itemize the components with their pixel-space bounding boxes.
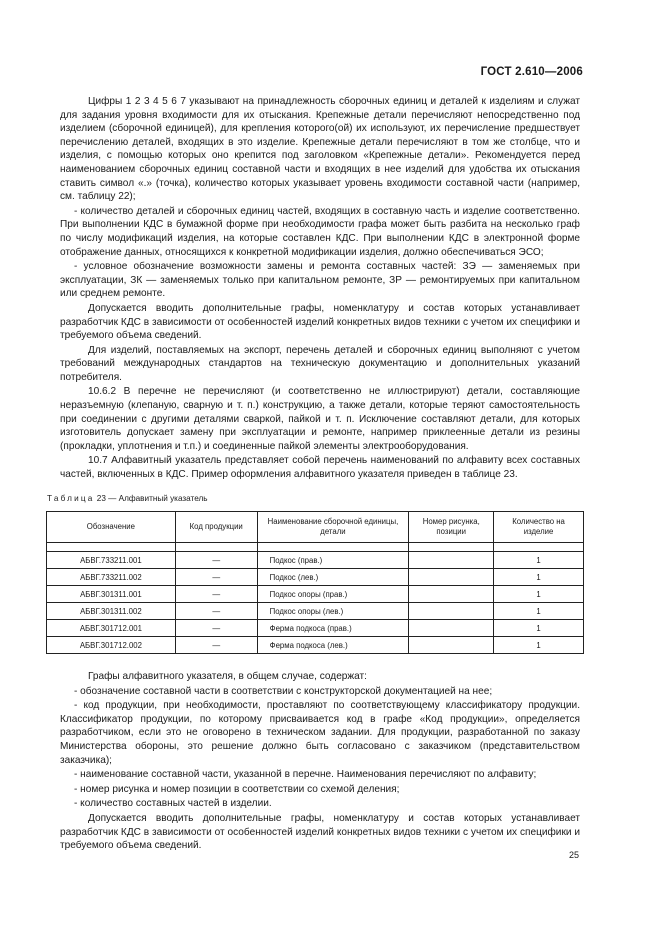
paragraph-quantity: - количество деталей и сборочных единиц частей, входящих в составную часть и изделие соответственно. При выполнении КДС в бумажной форме при необходимости графа может быть разбита на несколько граф по числу модификаций изделия, на которые составлен КДС. При выполнении КДС в электронной форме отображение данных, относящихся к конкретной модификации изделия, должно обеспечиваться ЭСО; [60,205,580,258]
cell-figure [409,569,494,586]
paragraph-10-7: 10.7 Алфавитный указатель представляет собой перечень наименований по алфавиту всех составных частей, включенных в КДС. Пример оформления алфавитного указателя приведен в таблице 23. [60,455,580,481]
cell-name: Ферма подкоса (прав.) [257,620,409,637]
paragraph-index-columns-intro: Графы алфавитного указателя, в общем случае, содержат: [88,671,367,682]
cell-designation: АБВГ.733211.002 [47,569,176,586]
cell-code: — [175,620,257,637]
cell-quantity: 1 [494,569,584,586]
table-row [47,569,584,586]
body-text-top [60,95,580,482]
page-number: 25 [568,850,579,860]
cell-designation: АБВГ.301712.001 [47,620,176,637]
table-row [47,552,584,569]
table-caption-title: 23 — Алфавитный указатель [94,494,208,503]
alphabetical-index-table [46,511,584,654]
header-quantity: Количество на изделие [494,512,584,543]
body-text-bottom [60,670,580,853]
list-item: - наименование составной части, указанной в перечне. Наименования перечисляют по алфавиту; [74,769,537,781]
cell-figure [409,603,494,620]
paragraph-additional-columns: Допускается вводить дополнительные графы, номенклатуру и состав которых устанавливает разработчик КДС в зависимости от особенностей изделий конкретных видов техники с учетом их специфики и требуемого объема сведений. [60,302,580,342]
cell-code: — [175,603,257,620]
table-row [47,620,584,637]
cell-code: — [175,569,257,586]
document-number-header: ГОСТ 2.610—2006 [480,66,583,78]
cell-figure [409,552,494,569]
paragraph-replacement: - условное обозначение возможности замены и ремонта составных частей: ЗЭ — заменяемых при эксплуатации, ЗК — заменяемых только при капитальном ремонте, ЗР — ремонтируемых при капитальном или среднем ремонте. [60,261,580,300]
cell-figure [409,637,494,654]
paragraph-additional-columns-2: Допускается вводить дополнительные графы, номенклатуру и состав которых устанавливает разработчик КДС в зависимости от особенностей изделий конкретных видов техники с учетом их специфики и требуемого объема сведений. [60,812,580,852]
cell-designation: АБВГ.301712.002 [47,637,176,654]
cell-designation: АБВГ.301311.001 [47,586,176,603]
table-header-row [47,512,584,543]
cell-code: — [175,552,257,569]
cell-quantity: 1 [494,552,584,569]
paragraph-digits-levels: Цифры 1 2 3 4 5 6 7 указывают на принадлежность сборочных единиц и деталей к изделиям и служат для задания уровня входимости для их отыскания. Крепежные детали перечисляют непосредственно под изделием (сборочной единицей), для крепления которого(ой) их используют, их перечисление предшествует перечислению деталей, входящих в это изделие. Крепежные детали перечисляют в том же столбце, что и изделия, с помощью которых оно крепится под заголовком «Крепежные детали». Рекомендуется перед наименованием сборочных единиц составной части и входящих в нее изделий для удобства их отыскания ставить символ «.» (точка), количество которых указывает уровень входимости составной части (например, см. таблицу 22); [60,96,580,203]
cell-quantity: 1 [494,637,584,654]
cell-name: Подкос (лев.) [257,569,409,586]
list-item: - количество составных частей в изделии. [74,798,272,810]
cell-quantity: 1 [494,620,584,637]
table-caption-prefix: Таблица [47,494,95,503]
cell-designation: АБВГ.733211.001 [47,552,176,569]
table-spacer-row [47,543,584,552]
header-part-name: Наименование сборочной единицы, детали [257,512,409,543]
cell-quantity: 1 [494,603,584,620]
cell-code: — [175,586,257,603]
table-row [47,637,584,654]
cell-designation: АБВГ.301311.002 [47,603,176,620]
cell-name: Подкос (прав.) [257,552,409,569]
cell-figure [409,586,494,603]
table-row [47,603,584,620]
list-item: - номер рисунка и номер позиции в соответствии со схемой деления; [74,783,400,795]
cell-figure [409,620,494,637]
header-designation: Обозначение [47,512,176,543]
cell-quantity: 1 [494,586,584,603]
cell-name: Подкос опоры (лев.) [257,603,409,620]
list-item: - код продукции, при необходимости, проставляют по соответствующему классификатору продукции. Классификатор продукции, по которому присваивается код в графе «Код продукции», определяется разработчиком, если это не оговорено в техническом задании. Для продукции, разработанной по заказу Министерства обороны, это решение должно быть согласовано с заказчиком (представительством заказчика); [60,700,580,766]
list-item: - обозначение составной части в соответствии с конструкторской документацией на нее; [74,685,493,697]
paragraph-10-6-2: 10.6.2 В перечне не перечисляют (и соответственно не иллюстрируют) детали, составляющие неразъемную (клепаную, сварную и т. п.) конструкцию, а также детали, которые теряют самостоятельность при соединении с другими деталями сваркой, пайкой и т. п. Исключение составляют детали, для которых изготовитель допускает замену при эксплуатации и ремонте, например приклеенные детали из резины (прокладки, уплотнения и т.п.) и соединенные пайкой элементы электрооборудования. [60,386,580,452]
cell-code: — [175,637,257,654]
table-row [47,586,584,603]
paragraph-export: Для изделий, поставляемых на экспорт, перечень деталей и сборочных единиц выполняют с учетом требований международных стандартов на техническую документацию и дополнительных указаний потребителя. [60,344,580,383]
cell-name: Подкос опоры (прав.) [257,586,409,603]
cell-name: Ферма подкоса (лев.) [257,637,409,654]
header-figure-position: Номер рисунка, позиции [409,512,494,543]
header-product-code: Код продукции [175,512,257,543]
table-caption [47,494,208,503]
